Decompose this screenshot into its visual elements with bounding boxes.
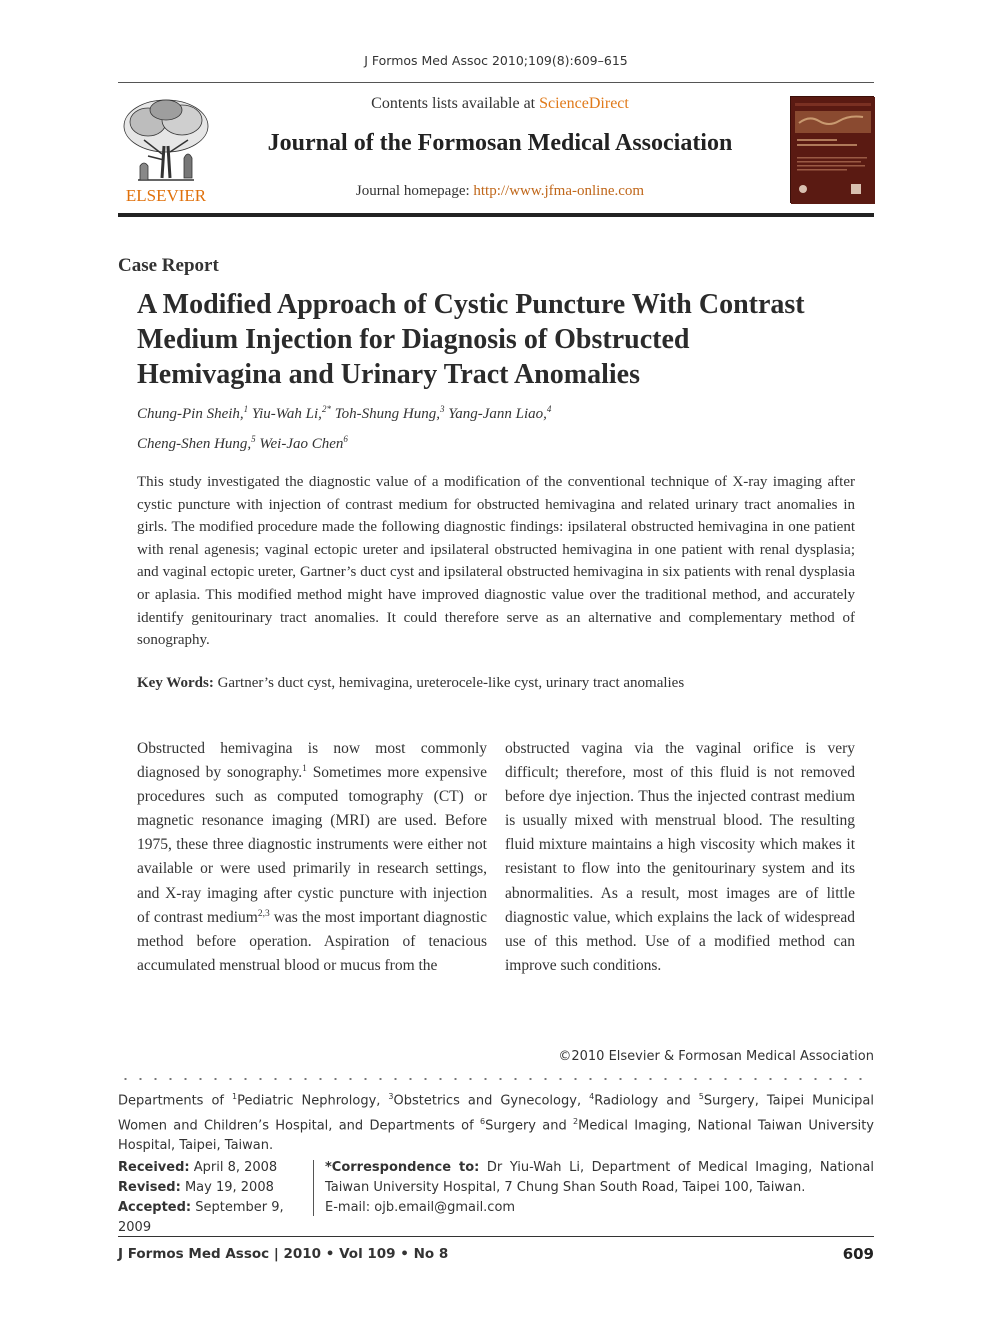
correspondence-text: Dr Yiu-Wah Li, Department of Medical Imaging, National Taiwan University Hospital, 7 Chung Shan South Road, Taipei 100, Taiwan. bbox=[325, 1160, 874, 1195]
bottom-rule bbox=[118, 1236, 874, 1237]
revised-value: May 19, 2008 bbox=[180, 1180, 274, 1195]
journal-cover-icon bbox=[791, 97, 875, 204]
author-name: Cheng-Shen Hung, bbox=[137, 436, 252, 452]
body-column-left bbox=[137, 737, 487, 978]
accepted-date bbox=[118, 1198, 318, 1238]
author-affiliation-marker: 2* bbox=[321, 404, 331, 414]
keywords-list: Gartner’s duct cyst, hemivagina, ureterocele-like cyst, urinary tract anomalies bbox=[217, 675, 685, 691]
author-affiliation-marker: 3 bbox=[439, 404, 445, 414]
correspondence-email[interactable]: E-mail: ojb.email@gmail.com bbox=[325, 1200, 516, 1215]
article-dates bbox=[118, 1158, 318, 1238]
article-title-line-3: Hemivagina and Urinary Tract Anomalies bbox=[137, 359, 640, 390]
affiliation-text: Medical Imaging, National Taiwan University Hospital, Taipei, Taiwan. bbox=[118, 1118, 874, 1154]
affiliation-text: Pediatric Nephrology, bbox=[237, 1093, 389, 1109]
citation-ref[interactable]: 1 bbox=[302, 763, 307, 774]
author-affiliation-marker: 4 bbox=[546, 404, 552, 414]
body-column-right: obstructed vagina via the vaginal orifice is very difficult; therefore, most of this fluid is not removed before dye injection. Thus the injected contrast medium is usually mixed with menstrual blood. The resulting fluid mixture maintains a high viscosity which makes it resistant to flow into the genitourinary system and its abnormalities. As a result, most images are of little diagnostic value, which explains the lack of widespread use of this method. Use of a modified method can improve such conditions. bbox=[505, 740, 855, 974]
author-name: Toh-Shung Hung, bbox=[334, 406, 440, 422]
elsevier-tree-icon bbox=[118, 96, 214, 204]
journal-homepage-line bbox=[230, 183, 770, 200]
author-name: Wei-Jao Chen bbox=[259, 436, 344, 452]
body-text: Obstructed hemivagina is now most commonly diagnosed by sonography. bbox=[137, 740, 487, 782]
author-name: Chung-Pin Sheih, bbox=[137, 406, 244, 422]
dotted-separator bbox=[118, 1078, 874, 1080]
citation-ref[interactable]: 2,3 bbox=[257, 908, 270, 919]
author-list bbox=[137, 397, 877, 457]
correspondence-label: *Correspondence to: bbox=[325, 1160, 480, 1175]
elsevier-logo-text: ELSEVIER bbox=[125, 186, 207, 204]
revised-label: Revised: bbox=[118, 1180, 181, 1195]
affiliation-marker: 3 bbox=[388, 1092, 394, 1101]
elsevier-logo[interactable] bbox=[118, 96, 214, 204]
author-line-2 bbox=[137, 427, 877, 457]
top-rule bbox=[118, 82, 874, 83]
affiliation-marker: 1 bbox=[232, 1092, 238, 1101]
author-affiliation-marker: 6 bbox=[343, 434, 348, 444]
affiliations bbox=[118, 1087, 874, 1157]
article-title-line-1: A Modified Approach of Cystic Puncture With Contrast bbox=[137, 289, 805, 320]
affiliation-marker: 2 bbox=[573, 1116, 579, 1126]
homepage-prefix: Journal homepage: bbox=[355, 183, 474, 199]
revised-date bbox=[118, 1178, 318, 1198]
author-name: Yiu-Wah Li, bbox=[251, 406, 322, 422]
article-title-line-2: Medium Injection for Diagnosis of Obstructed bbox=[137, 324, 690, 355]
article-section-label: Case Report bbox=[118, 255, 219, 276]
affiliation-text: Radiology and bbox=[594, 1093, 699, 1109]
sciencedirect-link[interactable]: ScienceDirect bbox=[539, 95, 629, 112]
body-text: Sometimes more expensive procedures such as computed tomography (CT) or magnetic resonance imaging (MRI) are used. Before 1975, these three diagnostic instruments were either not available or were used primarily in research settings, and X-ray imaging after cystic puncture with injection of contrast medium bbox=[137, 764, 487, 926]
article-title bbox=[137, 287, 877, 392]
footer-vertical-divider bbox=[313, 1160, 314, 1216]
received-label: Received: bbox=[118, 1160, 190, 1175]
affiliation-marker: 5 bbox=[698, 1092, 704, 1101]
journal-title: Journal of the Formosan Medical Association bbox=[267, 130, 733, 156]
affiliation-text: Surgery and bbox=[485, 1118, 574, 1134]
journal-cover-thumbnail[interactable] bbox=[790, 96, 874, 203]
author-affiliation-marker: 1 bbox=[243, 404, 249, 414]
author-line-1 bbox=[137, 397, 877, 427]
affiliation-text: Obstetrics and Gynecology, bbox=[393, 1093, 590, 1109]
body-text: was the most important diagnostic method before operation. Aspiration of tenacious accumulated menstrual blood or mucus from the bbox=[137, 908, 487, 974]
running-head-citation: J Formos Med Assoc 2010;109(8):609–615 bbox=[364, 53, 628, 68]
author-name: Yang-Jann Liao, bbox=[448, 406, 547, 422]
contents-prefix: Contents lists available at bbox=[371, 95, 540, 112]
received-date bbox=[118, 1158, 318, 1178]
keywords-label: Key Words: bbox=[137, 675, 214, 691]
accepted-label: Accepted: bbox=[118, 1200, 192, 1215]
correspondence bbox=[325, 1158, 874, 1218]
correspondence-address bbox=[325, 1158, 874, 1198]
affiliation-marker: 6 bbox=[480, 1116, 486, 1126]
received-value: April 8, 2008 bbox=[189, 1160, 278, 1175]
affiliation-text: Departments of bbox=[118, 1093, 233, 1109]
accepted-value: September 9, 2009 bbox=[118, 1200, 284, 1235]
keywords bbox=[137, 675, 855, 692]
homepage-link[interactable]: http://www.jfma-online.com bbox=[473, 183, 645, 199]
copyright-notice: ©2010 Elsevier & Formosan Medical Association bbox=[558, 1049, 874, 1064]
author-affiliation-marker: 5 bbox=[251, 434, 256, 444]
affiliation-text: Surgery, Taipei Municipal Women and Children’s Hospital, and Departments of bbox=[118, 1093, 875, 1134]
abstract: This study investigated the diagnostic value of a modification of the conventional technique of X-ray imaging after cystic puncture with injection of contrast medium for obstructed hemivagina and related urinary tract anomalies in girls. The modified procedure made the following diagnostic findings: ipsilateral obstructed hemivagina in one patient with renal agenesis; vaginal ectopic ureter and ipsilateral obstructed hemivagina in one patient with renal dysplasia; and vaginal ectopic ureter, Gartner’s duct cyst and ipsilateral obstructed hemivagina in six patients with renal dysplasia or aplasia. This modified method might have improved diagnostic value over the traditional method, and accurately identify genitourinary tract anomalies. It could therefore serve as an alternative and complementary method of sonography. bbox=[137, 474, 855, 649]
page-number: 609 bbox=[842, 1245, 874, 1263]
masthead-rule bbox=[118, 213, 874, 217]
contents-availability-line bbox=[230, 95, 770, 113]
affiliation-marker: 4 bbox=[589, 1092, 595, 1101]
journal-footer: J Formos Med Assoc | 2010 • Vol 109 • No 8 bbox=[118, 1246, 449, 1262]
